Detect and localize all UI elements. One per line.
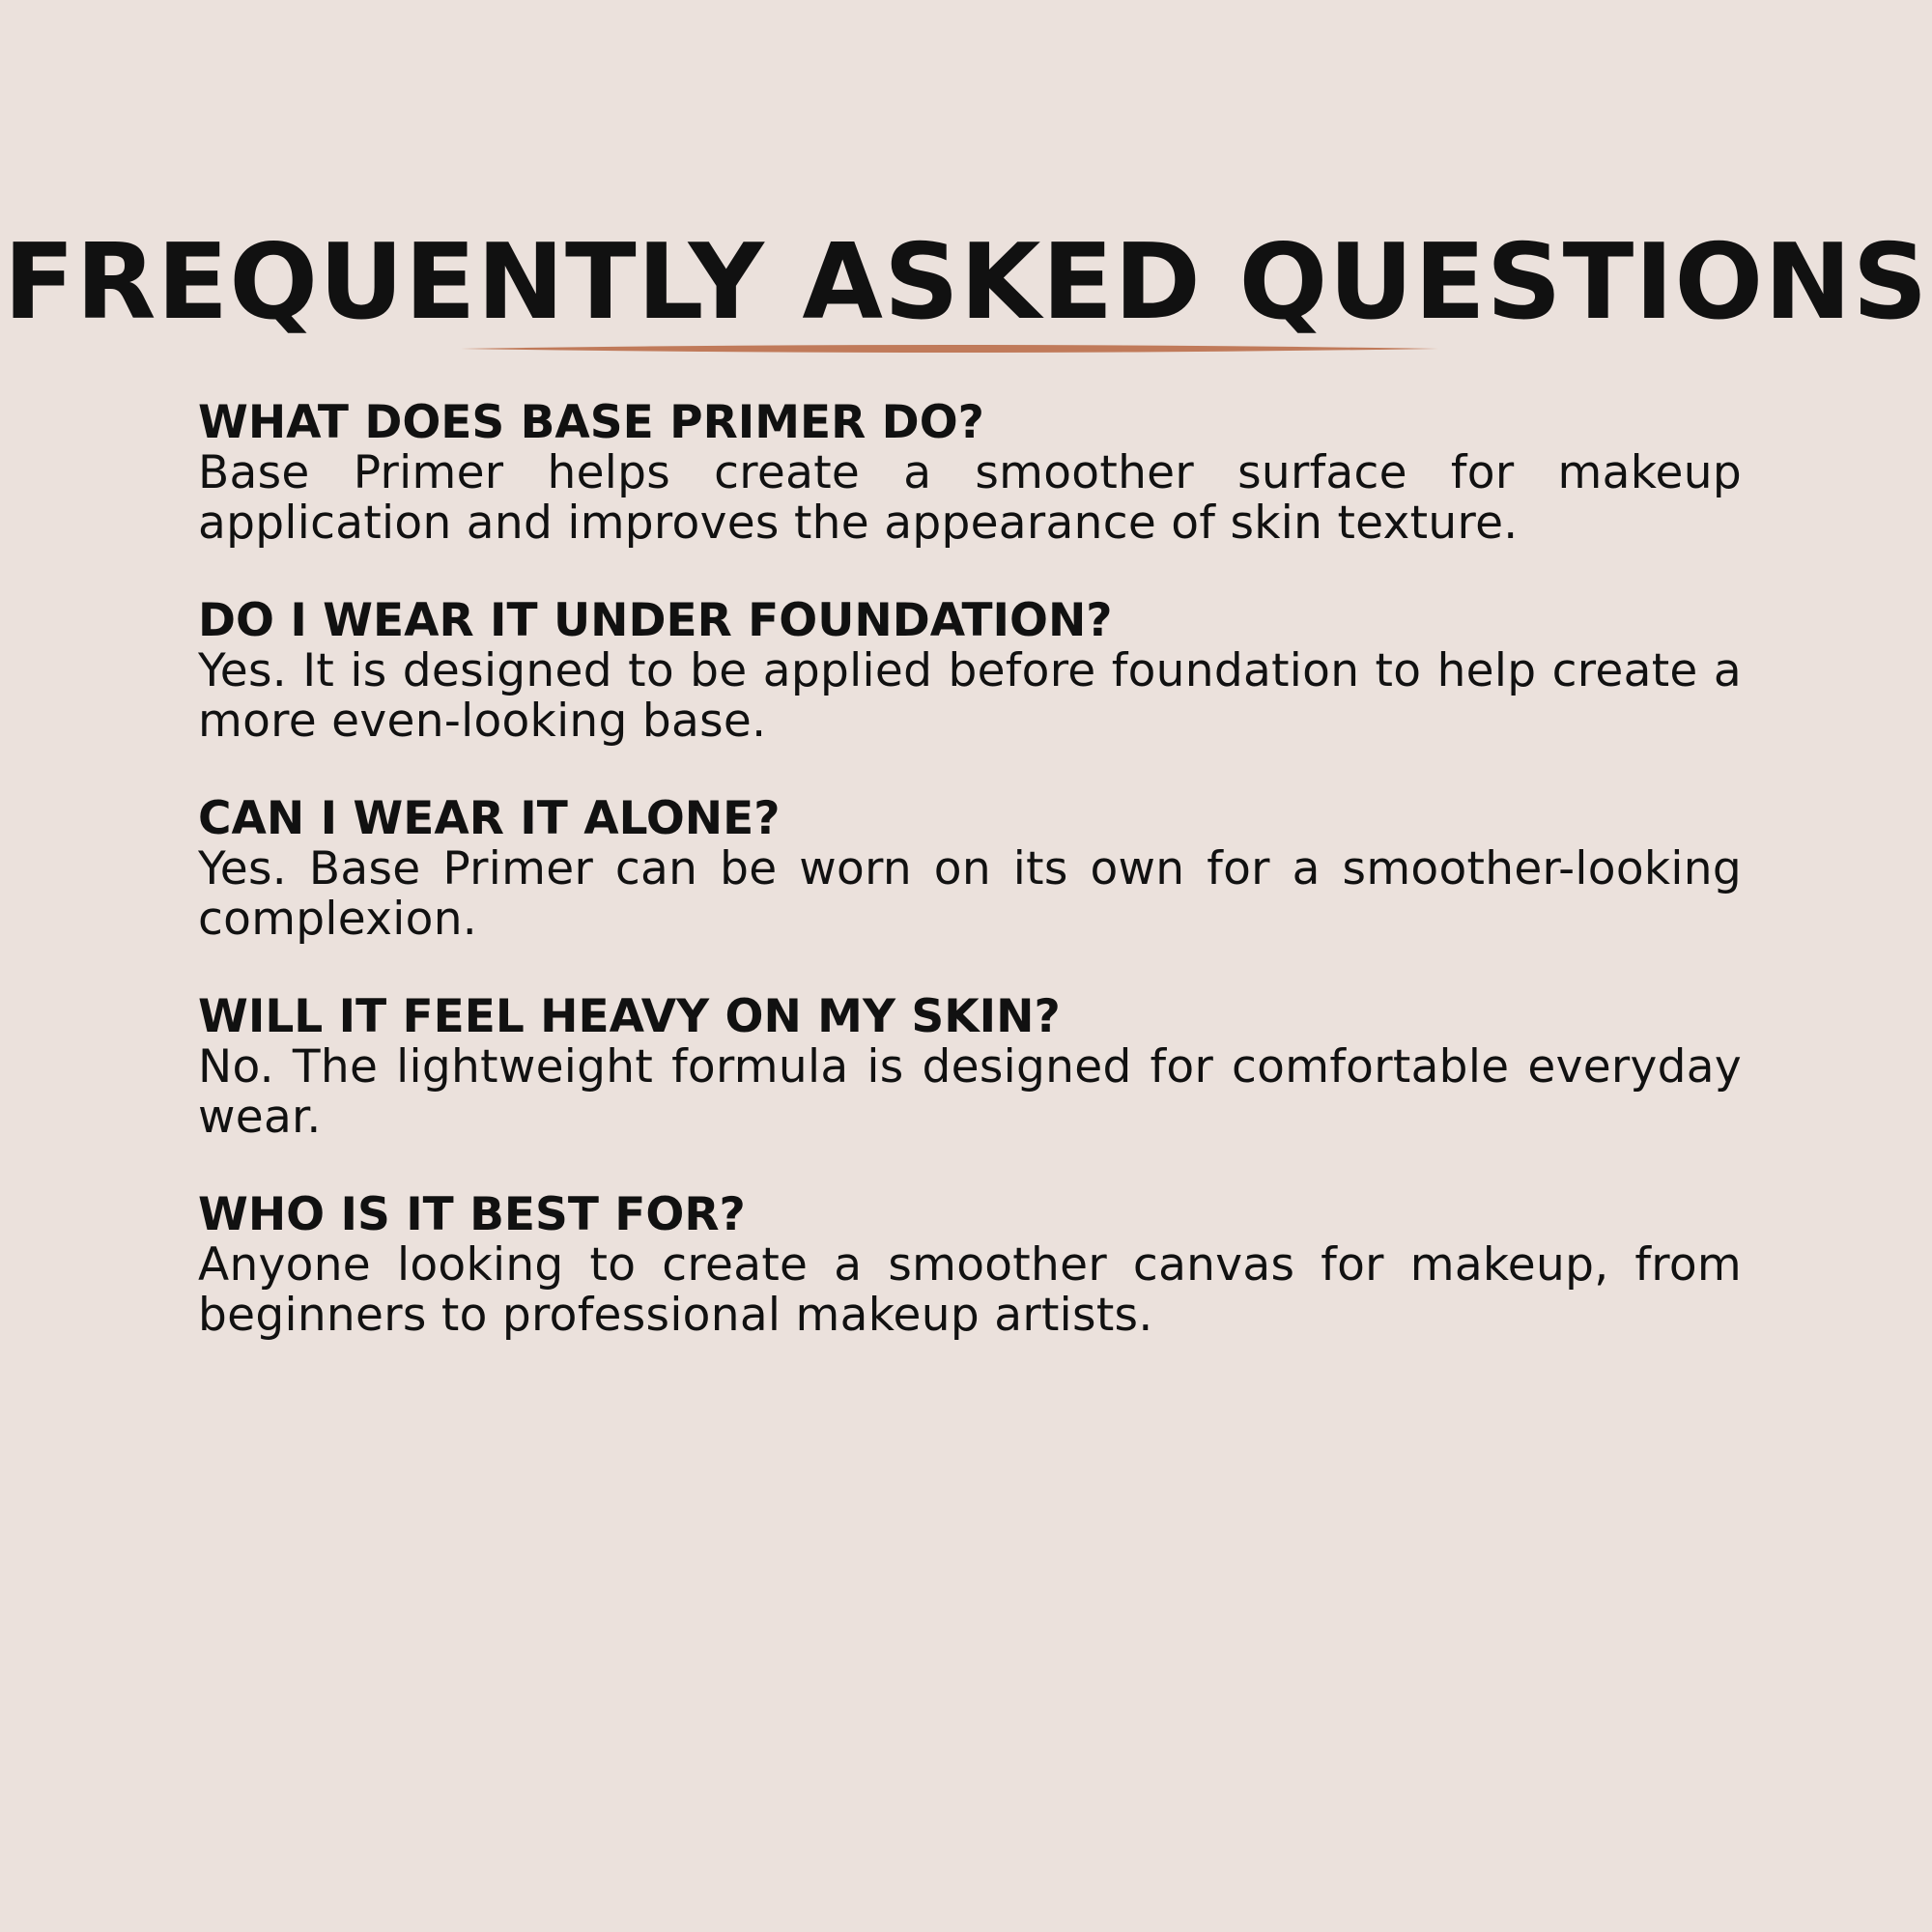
faq-question: CAN I WEAR IT ALONE? [198, 792, 781, 845]
faq-question: WHAT DOES BASE PRIMER DO? [198, 396, 984, 449]
faq-answer: Anyone looking to create a smoother canvas for makeup, from beginners to professional makeup artists. [198, 1238, 1742, 1342]
faq-answer: Yes. It is designed to be applied before foundation to help create a more even-looking base. [198, 644, 1742, 748]
faq-item [198, 794, 1742, 945]
faq-item [198, 398, 1742, 549]
page-title: FREQUENTLY ASKED QUESTIONS [3, 222, 1929, 343]
faq-answer: Base Primer helps create a smoother surface for makeup application and improves the appearance of skin texture. [198, 446, 1742, 550]
faq-item [198, 992, 1742, 1143]
faq-list [198, 398, 1742, 1388]
faq-item [198, 596, 1742, 747]
faq-question: DO I WEAR IT UNDER FOUNDATION? [198, 594, 1113, 647]
faq-answer: Yes. Base Primer can be worn on its own for a smoother-looking complexion. [198, 842, 1742, 946]
faq-question: WILL IT FEEL HEAVY ON MY SKIN? [198, 990, 1061, 1043]
faq-item [198, 1190, 1742, 1341]
faq-question: WHO IS IT BEST FOR? [198, 1188, 746, 1241]
title-underline [461, 342, 1438, 355]
faq-answer: No. The lightweight formula is designed for comfortable everyday wear. [198, 1040, 1742, 1144]
